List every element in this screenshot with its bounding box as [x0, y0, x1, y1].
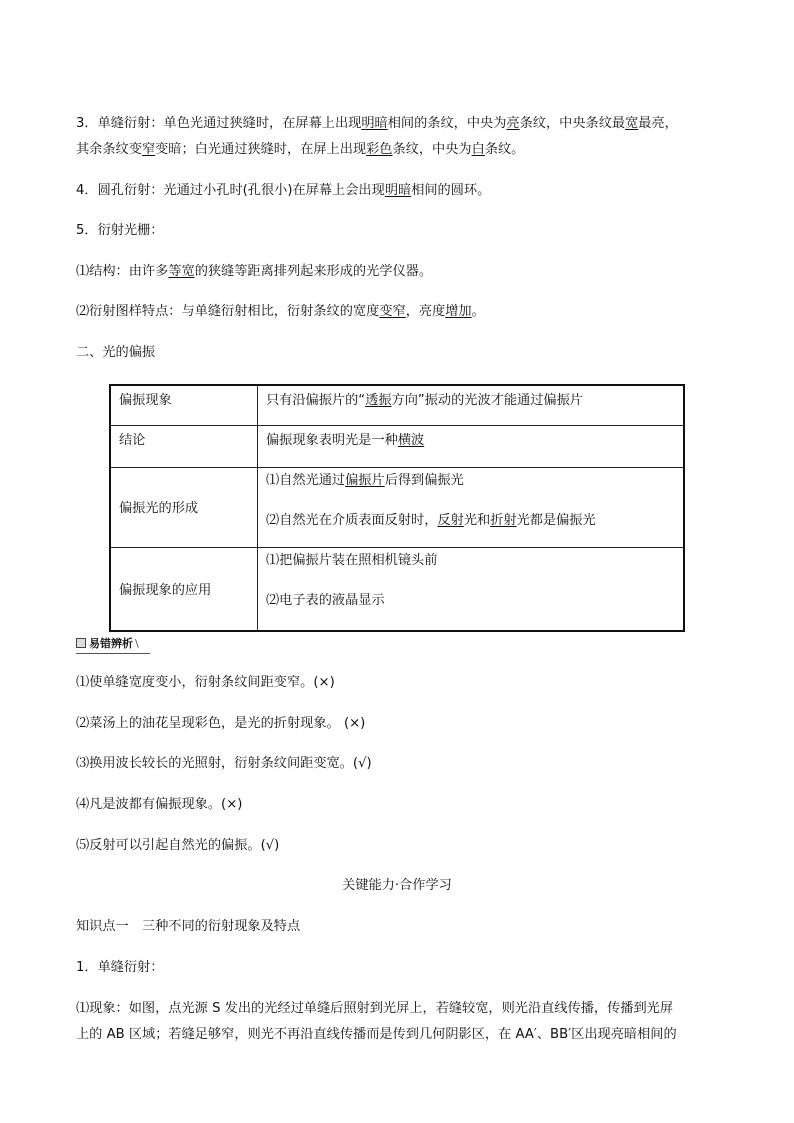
text: ⑴结构：由许多: [76, 264, 169, 279]
text: 相间的条纹，中央为: [387, 116, 507, 131]
paragraph-line: 上的 AB 区域；若缝足够窄，则光不再沿直线传播而是传到几何阴影区，在 AA′、BB′区出现亮暗相间的: [76, 1027, 677, 1042]
answer-underline: 偏振片: [345, 472, 385, 488]
cell-paragraph: ⑴把偏振片装在照相机镜头前: [266, 552, 438, 568]
text: 条纹。: [484, 142, 525, 157]
section5-features: [76, 302, 485, 322]
table-value-cell: [258, 467, 685, 547]
section5-title: 5．衍射光栅：: [76, 223, 164, 238]
text: ⑵自然光在介质表面反射时，: [266, 512, 438, 528]
text: 3．单缝衍射：单色光通过狭缝时，在屏幕上出现: [76, 116, 362, 131]
section4-line: [76, 181, 490, 201]
table-value-cell: [258, 385, 685, 425]
answer-underline: 彩色: [366, 142, 393, 157]
error-item: ⑵菜汤上的油花呈现彩色，是光的折射现象。 (×): [76, 716, 366, 731]
answer-underline: 变窄: [379, 304, 406, 319]
text: 4．圆孔衍射：光通过小孔时(孔很小)在屏幕上会出现: [76, 183, 385, 198]
polarization-table: [109, 384, 685, 632]
table-value-cell: [258, 547, 685, 631]
section3-line1: [76, 114, 678, 134]
text: 方向”振动的光波才能通过偏振片: [391, 393, 583, 408]
table-row: [110, 467, 684, 547]
text: 偏振现象表明光是一种: [266, 432, 398, 448]
table-key-cell: 偏振现象的应用: [110, 547, 258, 631]
knowledge-point-item: 1．单缝衍射：: [76, 960, 164, 975]
badge-label: 易错辨析: [89, 637, 133, 650]
text: 后得到偏振光: [384, 472, 464, 488]
table-key-cell: 偏振光的形成: [110, 467, 258, 547]
text: 光都是偏振光: [516, 512, 596, 528]
table-value-cell: [258, 425, 685, 467]
answer-underline: 窄: [141, 142, 156, 157]
square-icon: [76, 638, 86, 648]
text: ⑴自然光通过: [266, 472, 346, 488]
center-title: 关键能力·合作学习: [342, 878, 452, 893]
badge-underline: [76, 651, 150, 654]
heading-polarization: 二、光的偏振: [76, 345, 156, 360]
answer-underline: 明暗: [384, 183, 412, 198]
table-row: [110, 385, 684, 425]
section5-structure: [76, 262, 432, 282]
text: 最亮，: [638, 116, 678, 131]
text: 变暗；白光通过狭缝时，在屏上出现: [155, 142, 367, 157]
section3-line2: [76, 140, 524, 160]
text: 。: [471, 304, 485, 319]
text: ⑵衍射图样特点：与单缝衍射相比，衍射条纹的宽度: [76, 304, 380, 319]
answer-underline: 白: [471, 142, 485, 157]
error-item: ⑷凡是波都有偏振现象。(×): [76, 797, 243, 812]
answer-underline: 宽: [625, 116, 639, 131]
answer-underline: 折射: [490, 512, 517, 528]
error-item: ⑴使单缝宽度变小，衍射条纹间距变窄。(×): [76, 675, 335, 690]
answer-underline: 反射: [437, 512, 464, 528]
answer-underline: 等宽: [168, 264, 195, 279]
table-key-cell: 偏振现象: [110, 385, 258, 425]
paragraph-line: ⑴现象：如图，点光源 S 发出的光经过单缝后照射到光屏上，若缝较宽，则光沿直线传播，传播到光屏: [76, 1001, 674, 1016]
knowledge-point-title: 知识点一 三种不同的衍射现象及特点: [76, 919, 301, 934]
text: 光和: [463, 512, 491, 528]
answer-underline: 增加: [445, 304, 472, 319]
table-key-cell: 结论: [110, 425, 258, 467]
error-analysis-badge: [76, 636, 139, 652]
table-row: [110, 547, 684, 631]
text: ，亮度: [405, 304, 446, 319]
cell-paragraph: [266, 471, 675, 491]
error-item: ⑸反射可以引起自然光的偏振。(√): [76, 838, 280, 853]
text: 相间的圆环。: [411, 183, 491, 198]
answer-underline: 明暗: [361, 116, 388, 131]
text: 只有沿偏振片的“: [266, 393, 366, 408]
table-row: [110, 425, 684, 467]
answer-underline: 横波: [397, 432, 425, 448]
text: 其余条纹变: [76, 142, 142, 157]
text: 条纹，中央为: [392, 142, 472, 157]
error-item: ⑶换用波长较长的光照射，衍射条纹间距变宽。(√): [76, 756, 372, 771]
cell-paragraph: [266, 511, 675, 531]
text: 的狭缝等距离排列起来形成的光学仪器。: [194, 264, 433, 279]
text: 条纹，中央条纹最: [519, 116, 626, 131]
answer-underline: 亮: [506, 116, 520, 131]
answer-underline: 透振: [365, 393, 392, 408]
slash-icon: \: [135, 637, 139, 650]
cell-paragraph: ⑵电子表的液晶显示: [266, 592, 385, 608]
